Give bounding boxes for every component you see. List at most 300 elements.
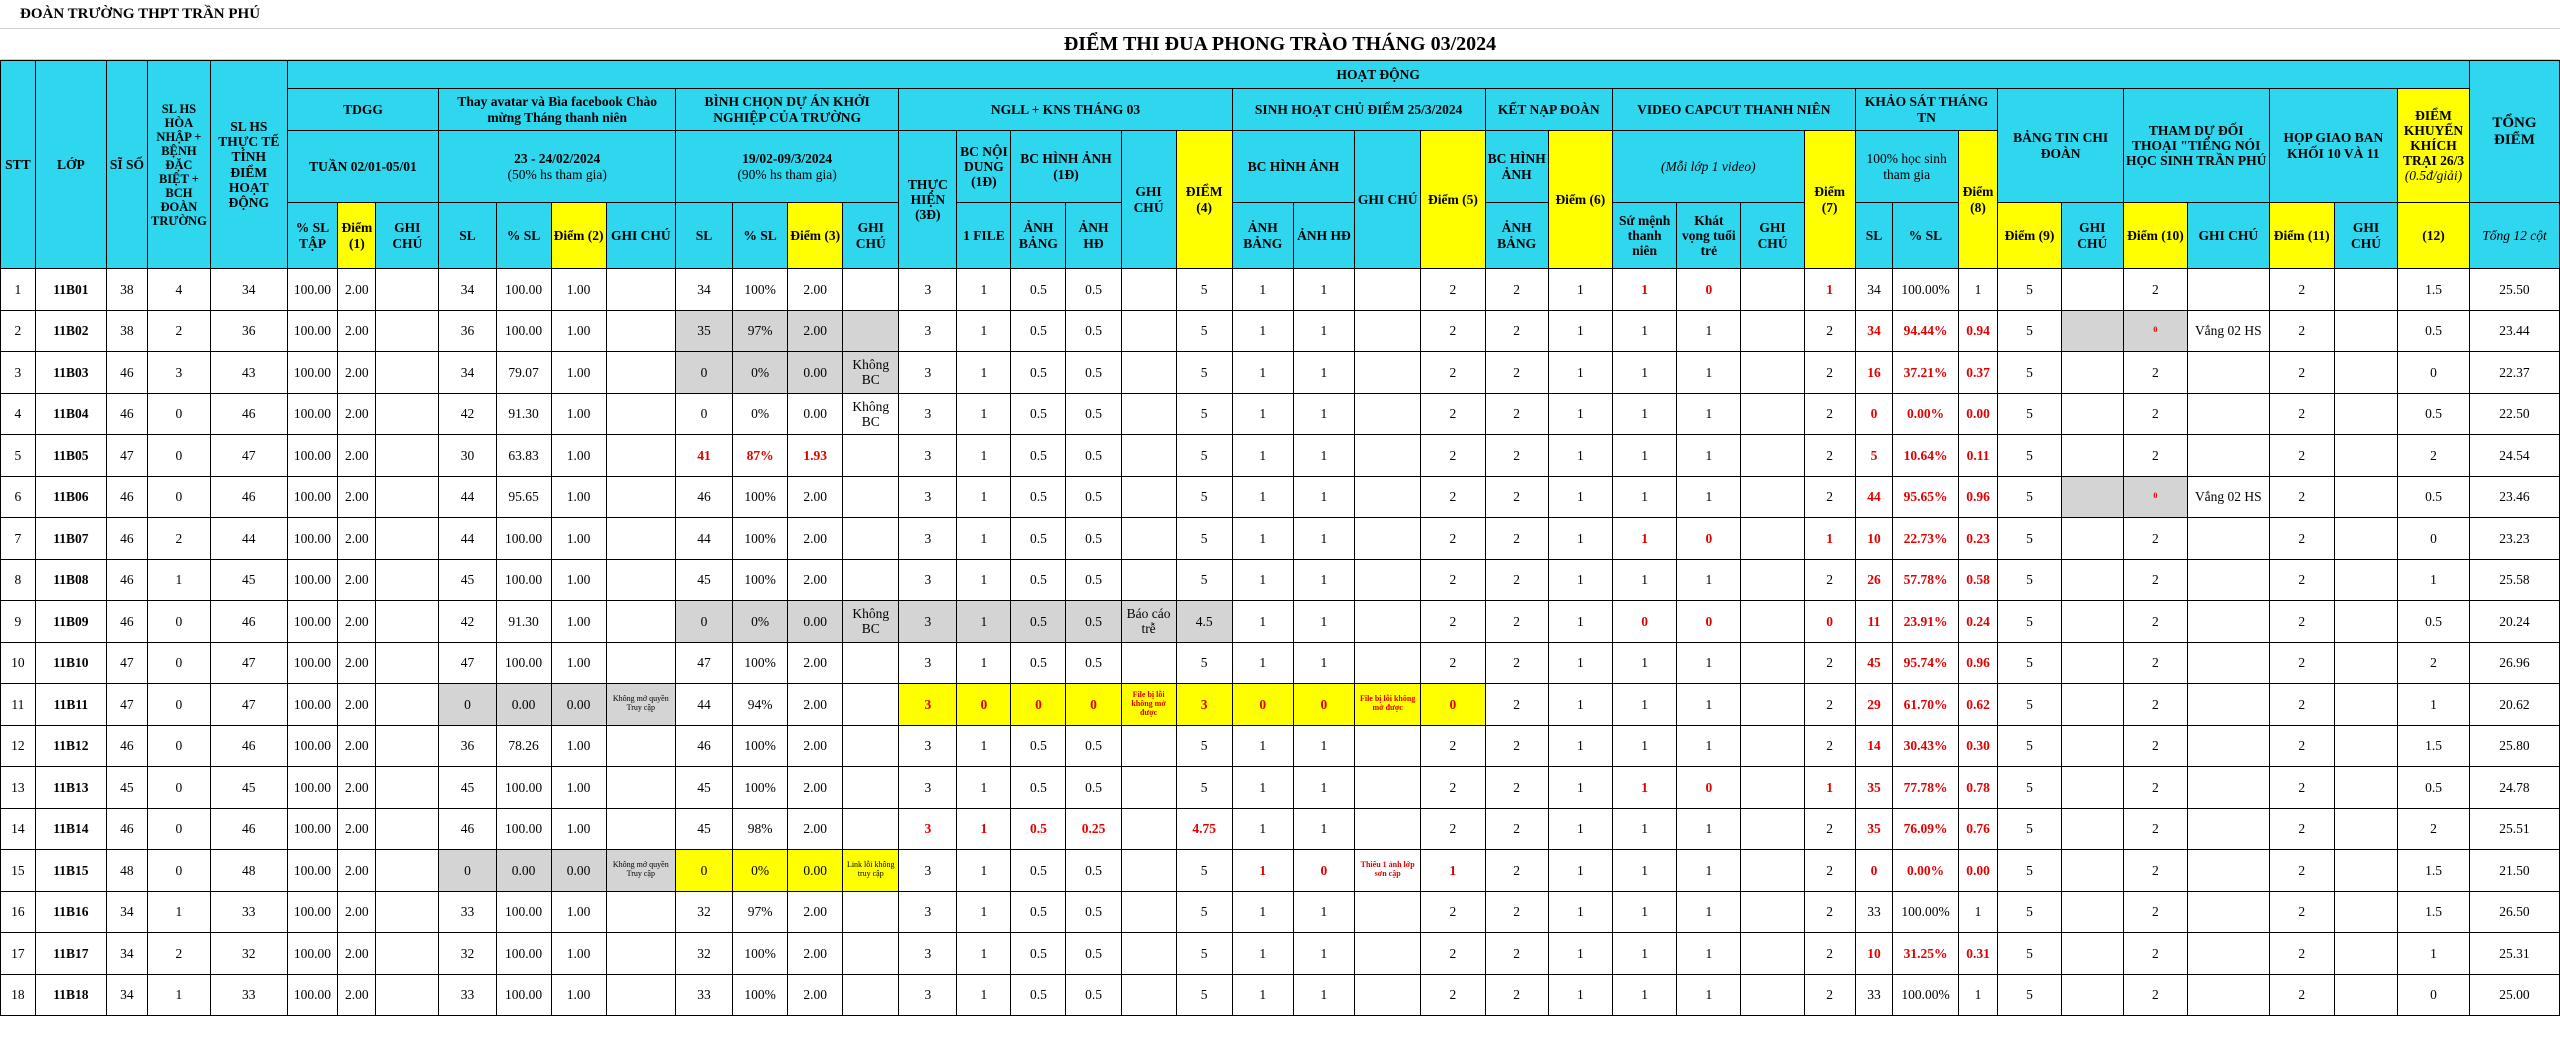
table-cell (2334, 393, 2397, 435)
table-cell: 1 (1548, 435, 1612, 477)
table-cell: 1 (1548, 518, 1612, 560)
table-cell: 1 (957, 559, 1011, 601)
shcd-diem: Điểm (5) (1421, 131, 1485, 269)
table-cell: 2.00 (788, 310, 843, 352)
table-cell: 2.00 (788, 808, 843, 850)
table-cell: 24.54 (2469, 435, 2559, 477)
table-cell: 2.00 (338, 725, 376, 767)
table-cell: 5 (1855, 435, 1893, 477)
table-cell (1741, 518, 1804, 560)
table-cell: 26.50 (2469, 891, 2559, 933)
table-cell: 46 (107, 559, 148, 601)
table-cell: 100% (733, 476, 788, 518)
table-cell: 0.5 (1011, 476, 1066, 518)
table-cell: 87% (733, 435, 788, 477)
table-cell: 1 (1293, 725, 1354, 767)
table-cell (1741, 476, 1804, 518)
table-cell: 5 (1, 435, 36, 477)
table-cell: 1.00 (551, 518, 606, 560)
table-cell: 2.00 (338, 435, 376, 477)
table-cell: 0.5 (2398, 767, 2470, 809)
class-name-cell: 11B08 (35, 559, 106, 601)
binh-chon-date: 19/02-09/3/2024 (742, 151, 833, 167)
table-cell: 2 (2123, 518, 2187, 560)
table-cell: 2.00 (788, 269, 843, 311)
table-cell: 4.75 (1176, 808, 1232, 850)
table-cell: 2 (1485, 891, 1548, 933)
table-cell: 0.5 (1011, 808, 1066, 850)
table-cell: 1 (957, 435, 1011, 477)
table-cell: 38 (107, 310, 148, 352)
group-thay-avatar: Thay avatar và Bìa facebook Chào mừng Tháng thanh niên (439, 89, 676, 131)
table-cell: 1 (957, 601, 1011, 643)
table-cell: 0.00% (1893, 393, 1958, 435)
table-cell (1121, 933, 1176, 975)
table-cell (2188, 352, 2270, 394)
knd-bc-hinh-anh: BC HÌNH ẢNH (1485, 131, 1548, 203)
table-cell: 1 (957, 767, 1011, 809)
table-cell: 2 (1421, 310, 1485, 352)
table-cell: 1 (1677, 559, 1741, 601)
avatar-sl: SL (439, 203, 496, 269)
table-cell: 1 (1548, 352, 1612, 394)
col-sl-hs-thuc-te: SL HS THỰC TẾ TÍNH ĐIỂM HOẠT ĐỘNG (211, 61, 287, 269)
table-cell: 0.5 (1066, 352, 1121, 394)
table-cell (1355, 435, 1421, 477)
table-cell: 2 (1421, 725, 1485, 767)
table-header (1, 61, 2560, 269)
table-cell: 0.5 (2398, 310, 2470, 352)
table-cell: 5 (1176, 850, 1232, 892)
table-cell (2334, 310, 2397, 352)
table-cell: 46 (211, 808, 287, 850)
table-cell (1355, 393, 1421, 435)
table-cell: 1 (1958, 891, 1998, 933)
table-cell: 2 (2123, 393, 2187, 435)
table-cell (1741, 933, 1804, 975)
table-cell: 0.00 (788, 352, 843, 394)
table-cell: 2 (1421, 352, 1485, 394)
group-khao-sat: KHẢO SÁT THÁNG TN (1855, 89, 1998, 131)
table-cell: 100.00 (287, 850, 338, 892)
khao-sat-diem: Điểm (8) (1958, 131, 1998, 269)
table-cell: 0 (1804, 601, 1855, 643)
table-cell: 91.30 (496, 601, 551, 643)
table-cell: 33 (211, 891, 287, 933)
table-cell: 34 (107, 891, 148, 933)
table-cell: 100.00 (496, 808, 551, 850)
class-name-cell: 11B07 (35, 518, 106, 560)
table-cell: 2 (1421, 974, 1485, 1016)
table-cell: 1.00 (551, 435, 606, 477)
table-cell: 26 (1855, 559, 1893, 601)
table-cell (1741, 393, 1804, 435)
avatar-note: (50% hs tham gia) (507, 166, 607, 182)
table-cell: 100.00 (287, 767, 338, 809)
table-cell: 2 (147, 518, 210, 560)
table-cell (2188, 518, 2270, 560)
table-cell (1121, 269, 1176, 311)
table-cell (376, 601, 439, 643)
table-cell: 1 (957, 933, 1011, 975)
table-cell (606, 476, 675, 518)
table-cell: 0 (1677, 269, 1741, 311)
table-cell (2188, 269, 2270, 311)
table-cell (2188, 393, 2270, 435)
table-cell: 95.65% (1893, 476, 1958, 518)
class-name-cell: 11B17 (35, 933, 106, 975)
table-cell: 2.00 (788, 725, 843, 767)
table-cell: Không mở quyền Truy cập (606, 850, 675, 892)
table-cell: 0 (1066, 684, 1121, 726)
table-cell: 2 (2269, 684, 2334, 726)
table-cell (2334, 269, 2397, 311)
col-lop: LỚP (35, 61, 106, 269)
table-cell: 46 (211, 393, 287, 435)
table-cell: 44 (675, 518, 732, 560)
table-cell (376, 808, 439, 850)
table-cell: 26.96 (2469, 642, 2559, 684)
table-cell: 0 (957, 684, 1011, 726)
table-row (1, 269, 2560, 311)
table-cell: 0.5 (1011, 933, 1066, 975)
table-cell: 46 (107, 808, 148, 850)
table-cell: 2 (2123, 974, 2187, 1016)
table-cell: 1 (1958, 974, 1998, 1016)
table-cell: 2 (2269, 435, 2334, 477)
table-cell (1355, 808, 1421, 850)
table-cell: 3 (899, 269, 957, 311)
table-cell: 0.00% (1893, 850, 1958, 892)
table-cell (1121, 393, 1176, 435)
table-cell: 100.00% (1893, 269, 1958, 311)
table-cell: 0 (2398, 974, 2470, 1016)
table-cell: 91.30 (496, 393, 551, 435)
table-cell (843, 476, 899, 518)
table-cell: 1 (1548, 393, 1612, 435)
table-cell (2334, 518, 2397, 560)
video-ghi-chu: GHI CHÚ (1741, 203, 1804, 269)
table-cell: 1 (1232, 559, 1293, 601)
table-cell: 1 (1548, 808, 1612, 850)
table-cell: 1.00 (551, 393, 606, 435)
table-cell: 45 (439, 559, 496, 601)
table-cell: 34 (439, 269, 496, 311)
table-cell (1355, 269, 1421, 311)
table-cell: 0.5 (1066, 476, 1121, 518)
table-cell: 0 (2123, 310, 2187, 352)
table-cell: 1 (147, 891, 210, 933)
table-cell (2188, 684, 2270, 726)
table-cell (843, 974, 899, 1016)
table-cell: 0.5 (1011, 601, 1066, 643)
table-cell: 0.5 (1066, 518, 1121, 560)
table-cell: 45 (439, 767, 496, 809)
class-name-cell: 11B03 (35, 352, 106, 394)
table-cell: 5 (1176, 642, 1232, 684)
class-name-cell: 11B02 (35, 310, 106, 352)
table-cell: 2 (2123, 767, 2187, 809)
table-cell (2061, 559, 2123, 601)
table-cell: 2 (2269, 559, 2334, 601)
table-cell (376, 393, 439, 435)
table-cell: 0 (1677, 767, 1741, 809)
table-cell: 0.5 (1011, 891, 1066, 933)
table-row (1, 891, 2560, 933)
table-row (1, 393, 2560, 435)
table-cell: 0.5 (2398, 476, 2470, 518)
table-cell: 100.00 (496, 974, 551, 1016)
table-cell (1741, 891, 1804, 933)
table-row (1, 601, 2560, 643)
table-cell: 33 (439, 891, 496, 933)
table-cell: 0 (2398, 518, 2470, 560)
table-cell: 1 (1293, 269, 1354, 311)
khao-sat-sl: SL (1855, 203, 1893, 269)
table-cell: 2 (1421, 601, 1485, 643)
sheet-title: ĐIỂM THI ĐUA PHONG TRÀO THÁNG 03/2024 (0, 29, 2560, 60)
table-cell (2334, 850, 2397, 892)
table-cell: 5 (1176, 891, 1232, 933)
table-cell: 23.46 (2469, 476, 2559, 518)
table-cell (2061, 725, 2123, 767)
table-cell: 12 (1, 725, 36, 767)
tdgg-diem: Điểm (1) (338, 203, 376, 269)
table-cell (2061, 269, 2123, 311)
table-cell: 1 (1548, 559, 1612, 601)
table-cell: 23.91% (1893, 601, 1958, 643)
score-table (0, 60, 2560, 1016)
table-cell: 100.00 (287, 435, 338, 477)
table-cell: 2 (1485, 808, 1548, 850)
table-cell: 3 (899, 310, 957, 352)
doi-thoai-ghi-chu: GHI CHÚ (2188, 203, 2270, 269)
table-cell: 1 (957, 310, 1011, 352)
col-stt: STT (1, 61, 36, 269)
table-cell: 46 (107, 352, 148, 394)
table-cell: 2 (1421, 518, 1485, 560)
table-cell: 47 (675, 642, 732, 684)
table-cell: 25.50 (2469, 269, 2559, 311)
table-cell: 34 (675, 269, 732, 311)
table-cell: Vắng 02 HS (2188, 476, 2270, 518)
table-cell (606, 435, 675, 477)
table-cell: 1 (1677, 725, 1741, 767)
table-cell: 2 (2123, 642, 2187, 684)
table-cell: Không BC (843, 601, 899, 643)
table-cell (2188, 435, 2270, 477)
table-row (1, 725, 2560, 767)
table-cell: 100% (733, 767, 788, 809)
table-cell (1741, 974, 1804, 1016)
table-cell: 11 (1, 684, 36, 726)
binh-chon-diem: Điểm (3) (788, 203, 843, 269)
table-cell: 0 (147, 601, 210, 643)
table-cell: 0 (439, 684, 496, 726)
table-cell: 34 (211, 269, 287, 311)
table-cell: 44 (439, 476, 496, 518)
table-cell: 17 (1, 933, 36, 975)
table-cell (376, 518, 439, 560)
table-cell (1741, 808, 1804, 850)
table-cell: 1 (1548, 850, 1612, 892)
table-cell: 100% (733, 518, 788, 560)
table-cell (2061, 684, 2123, 726)
table-cell: 1 (957, 393, 1011, 435)
table-cell: 1 (1548, 725, 1612, 767)
table-cell: 2 (1804, 352, 1855, 394)
table-cell: 1 (1677, 974, 1741, 1016)
table-cell (376, 559, 439, 601)
table-cell: 5 (1176, 725, 1232, 767)
table-cell: 1 (1677, 352, 1741, 394)
table-cell (376, 684, 439, 726)
table-cell: 2 (2269, 642, 2334, 684)
table-cell: 97% (733, 310, 788, 352)
table-cell: 3 (899, 725, 957, 767)
table-cell: 1 (1677, 850, 1741, 892)
table-cell: 2 (1804, 891, 1855, 933)
group-sinh-hoat-chu-diem: SINH HOẠT CHỦ ĐIỂM 25/3/2024 (1232, 89, 1485, 131)
table-cell (376, 850, 439, 892)
table-cell (1355, 601, 1421, 643)
ngll-bc-noi-dung: BC NỘI DUNG (1Đ) (957, 131, 1011, 203)
binh-chon-note: (90% hs tham gia) (737, 166, 837, 182)
table-cell (606, 559, 675, 601)
table-cell: 1 (1548, 767, 1612, 809)
table-cell: 1 (1612, 518, 1676, 560)
table-cell (2061, 642, 2123, 684)
class-name-cell: 11B09 (35, 601, 106, 643)
table-cell: 100.00 (287, 933, 338, 975)
knd-anh-bang: ẢNH BẢNG (1485, 203, 1548, 269)
table-cell: 1.00 (551, 767, 606, 809)
table-cell: 0 (147, 393, 210, 435)
table-cell: 100.00 (287, 601, 338, 643)
table-cell: 47 (211, 642, 287, 684)
table-cell: 0 (2123, 476, 2187, 518)
table-cell: 0.78 (1958, 767, 1998, 809)
table-cell: 1.93 (788, 435, 843, 477)
table-cell: 47 (211, 435, 287, 477)
khuyen-khich-diem: (12) (2398, 203, 2470, 269)
table-cell (1741, 352, 1804, 394)
table-cell: 42 (439, 601, 496, 643)
video-diem: Điểm (7) (1804, 131, 1855, 269)
table-cell (1355, 642, 1421, 684)
table-cell (606, 808, 675, 850)
table-cell: 38 (107, 269, 148, 311)
table-cell: 1 (1612, 933, 1676, 975)
table-cell: 0.5 (1011, 850, 1066, 892)
table-cell: 0 (147, 435, 210, 477)
ngll-1-file: 1 FILE (957, 203, 1011, 269)
table-cell (2188, 559, 2270, 601)
table-cell (606, 974, 675, 1016)
table-cell: Link lỗi không truy cập (843, 850, 899, 892)
table-row (1, 310, 2560, 352)
table-cell: 78.26 (496, 725, 551, 767)
table-cell: 1 (1232, 642, 1293, 684)
table-cell: Không BC (843, 352, 899, 394)
ngll-anh-hd: ẢNH HĐ (1066, 203, 1121, 269)
khao-sat-pct: % SL (1893, 203, 1958, 269)
table-cell: 46 (439, 808, 496, 850)
table-cell: 1 (1232, 891, 1293, 933)
class-name-cell: 11B11 (35, 684, 106, 726)
table-cell: 16 (1, 891, 36, 933)
ngll-thuc-hien: THỰC HIỆN (3Đ) (899, 131, 957, 269)
table-cell: 5 (1998, 559, 2061, 601)
table-cell: 100% (733, 933, 788, 975)
table-cell (376, 891, 439, 933)
table-cell: 0.00 (788, 601, 843, 643)
table-cell (1741, 435, 1804, 477)
table-cell: Vắng 02 HS (2188, 310, 2270, 352)
table-cell: 100.00% (1893, 974, 1958, 1016)
table-cell: 22.37 (2469, 352, 2559, 394)
table-cell: 0.11 (1958, 435, 1998, 477)
table-cell: 5 (1998, 850, 2061, 892)
table-cell (843, 767, 899, 809)
table-cell: 1 (1232, 725, 1293, 767)
table-cell: 0.96 (1958, 642, 1998, 684)
table-cell: 5 (1176, 393, 1232, 435)
table-cell: 0.00 (1958, 393, 1998, 435)
table-cell (1741, 725, 1804, 767)
table-cell: 2 (1485, 476, 1548, 518)
table-cell: 1 (1232, 601, 1293, 643)
table-row (1, 642, 2560, 684)
table-cell: 3 (899, 352, 957, 394)
table-cell (1121, 808, 1176, 850)
ngll-diem: ĐIỂM (4) (1176, 131, 1232, 269)
khuyen-khich-title: ĐIỂM KHUYẾN KHÍCH TRẠI 26/3 (2402, 107, 2465, 169)
table-cell: 1 (1612, 684, 1676, 726)
table-cell: 3 (147, 352, 210, 394)
table-cell: 20.24 (2469, 601, 2559, 643)
table-cell: 2 (1421, 269, 1485, 311)
class-name-cell: 11B01 (35, 269, 106, 311)
table-cell: 2 (1485, 725, 1548, 767)
table-cell: 5 (1998, 974, 2061, 1016)
table-cell: 0.5 (1011, 518, 1066, 560)
table-cell: 1.00 (551, 642, 606, 684)
table-cell: 2 (2123, 850, 2187, 892)
table-cell: 1 (1548, 642, 1612, 684)
table-cell: 44 (1855, 476, 1893, 518)
binh-chon-sl: SL (675, 203, 732, 269)
table-cell: 3 (1, 352, 36, 394)
table-cell: 2 (2269, 891, 2334, 933)
table-cell: 2 (2398, 808, 2470, 850)
table-cell: 45 (107, 767, 148, 809)
table-cell: 2 (1485, 559, 1548, 601)
table-cell: 4 (147, 269, 210, 311)
table-cell (843, 933, 899, 975)
table-cell: 1 (1293, 310, 1354, 352)
table-cell: 0.5 (1011, 393, 1066, 435)
table-cell (2334, 891, 2397, 933)
table-cell: 2.00 (338, 476, 376, 518)
table-cell: 1.00 (551, 269, 606, 311)
table-cell: 1 (1612, 891, 1676, 933)
table-cell: 1 (1, 269, 36, 311)
table-cell: 3 (899, 850, 957, 892)
table-cell: 5 (1176, 352, 1232, 394)
table-cell: 1 (1232, 310, 1293, 352)
table-cell: 2 (1804, 725, 1855, 767)
